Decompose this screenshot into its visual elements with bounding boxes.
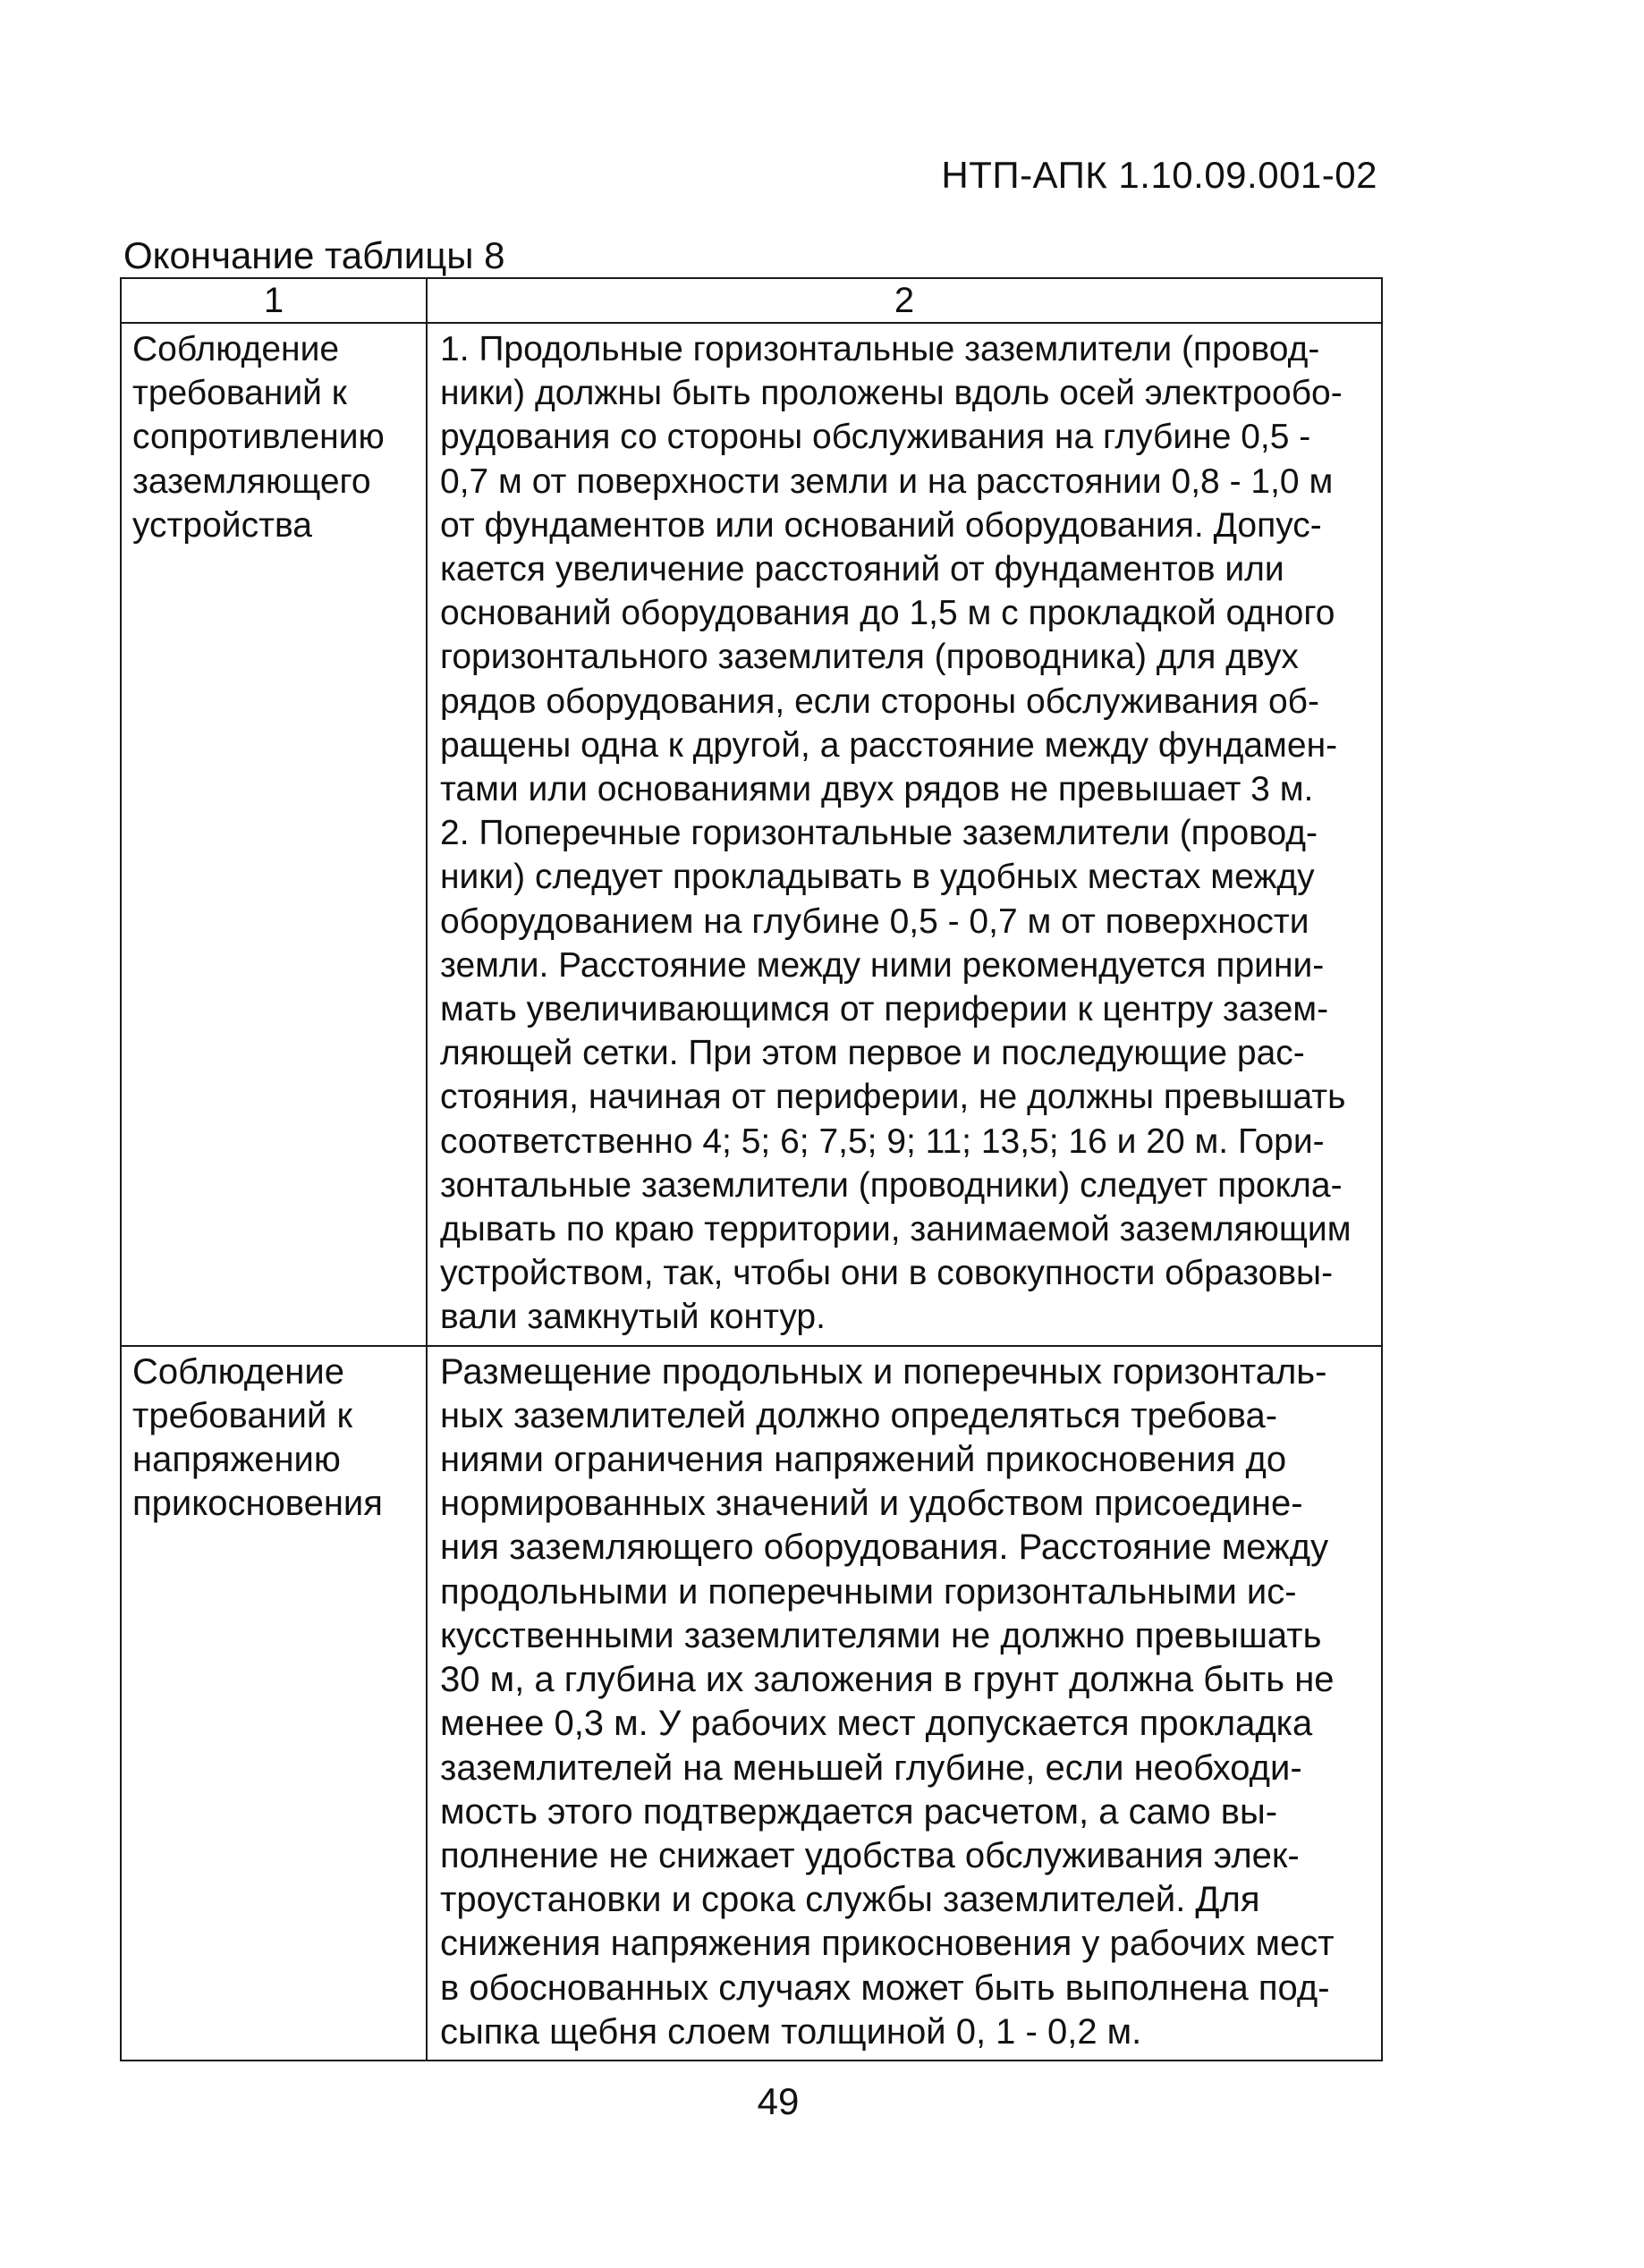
parameter-line: Соблюдение (132, 330, 340, 368)
text-line: 30 м, а глубина их заложения в грунт должна быть не (440, 1660, 1335, 1700)
text-line: в обоснованных случаях может быть выполнена под- (440, 1968, 1330, 2008)
text-line: продольными и поперечными горизонтальными ис- (440, 1571, 1297, 1612)
text-line: дывать по краю территории, занимаемой заземляющим (440, 1210, 1352, 1249)
text-line: ники) должны быть проложены вдоль осей электрообо- (440, 374, 1343, 413)
text-line: оснований оборудования до 1,5 м с прокладкой одного (440, 594, 1335, 633)
column-header-1: 1 (121, 278, 427, 323)
text-line: заземлителей на меньшей глубине, если необходи- (440, 1748, 1302, 1788)
text-line: ращены одна к другой, а расстояние между фундамен- (440, 725, 1338, 765)
parameter-cell (121, 1346, 427, 2061)
page-number: 49 (757, 2080, 800, 2122)
document-code: НТП-АПК 1.10.09.001-02 (941, 154, 1377, 196)
text-line: ных заземлителей должно определяться требова- (440, 1395, 1278, 1435)
text-line: оборудованием на глубине 0,5 - 0,7 м от поверхности (440, 901, 1309, 941)
text-line: горизонтального заземлителя (проводника) для двух (440, 638, 1299, 677)
column-header-2: 2 (427, 278, 1382, 323)
text-line: кается увеличение расстояний от фундаментов или (440, 550, 1284, 589)
table-row (121, 1346, 1382, 2061)
text-line: устройством, так, чтобы они в совокупности образовы- (440, 1254, 1334, 1293)
text-line: кусственными заземлителями не должно превышать (440, 1615, 1322, 1655)
text-line: ники) следует прокладывать в удобных местах между (440, 858, 1315, 897)
table-caption: Окончание таблицы 8 (123, 234, 505, 276)
parameter-line: сопротивлению (132, 418, 385, 457)
parameter-line: Соблюдение (132, 1351, 344, 1392)
text-line: 0,7 м от поверхности земли и на расстоянии 0,8 - 1,0 м (440, 461, 1334, 501)
parameter-line: напряжению (132, 1440, 341, 1480)
text-line: мать увеличивающимся от периферии к центру зазем- (440, 990, 1329, 1029)
text-line: земли. Расстояние между ними рекомендуется прини- (440, 945, 1325, 985)
parameter-line: требований к (132, 1395, 352, 1435)
text-line: троустановки и срока службы заземлителей. Для (440, 1880, 1260, 1920)
parameter-line: заземляющего (132, 461, 371, 501)
text-line: сыпка щебня слоем толщиной 0, 1 - 0,2 м. (440, 2011, 1142, 2052)
text-line: 1. Продольные горизонтальные заземлители (провод- (440, 330, 1320, 368)
text-line: ниями ограничения напряжений прикосновения до (440, 1440, 1287, 1480)
text-line: полнение не снижает удобства обслуживания элек- (440, 1835, 1300, 1875)
text-line: ляющей сетки. При этом первое и последующие рас- (440, 1034, 1305, 1073)
parameter-line: требований к (132, 374, 347, 413)
text-line: 2. Поперечные горизонтальные заземлители (провод- (440, 814, 1318, 853)
text-line: от фундаментов или оснований оборудования. Допус- (440, 505, 1322, 545)
text-line: нормированных значений и удобством присоедине- (440, 1484, 1303, 1524)
text-line: мость этого подтверждается расчетом, а само вы- (440, 1791, 1278, 1832)
text-line: тами или основаниями двух рядов не превышает 3 м. (440, 770, 1314, 809)
text-line: рядов оборудования, если стороны обслуживания об- (440, 681, 1319, 721)
table-row (121, 323, 1382, 1346)
text-line: рудования со стороны обслуживания на глубине 0,5 - (440, 418, 1311, 457)
text-line: зонтальные заземлители (проводники) следует прокла- (440, 1165, 1343, 1205)
table-header-row (121, 278, 1382, 323)
text-line: вали замкнутый контур. (440, 1298, 826, 1337)
text-line: стояния, начиная от периферии, не должны превышать (440, 1078, 1346, 1117)
text-line: снижения напряжения прикосновения у рабочих мест (440, 1924, 1335, 1964)
requirement-text-cell (427, 323, 1382, 1346)
text-line: Размещение продольных и поперечных горизонталь- (440, 1351, 1327, 1392)
text-line: менее 0,3 м. У рабочих мест допускается прокладка (440, 1704, 1313, 1744)
text-line: соответственно 4; 5; 6; 7,5; 9; 11; 13,5; 16 и 20 м. Гори- (440, 1121, 1325, 1161)
parameter-cell (121, 323, 427, 1346)
requirements-table (120, 277, 1383, 2061)
parameter-line: устройства (132, 505, 312, 545)
parameter-line: прикосновения (132, 1484, 383, 1524)
text-line: ния заземляющего оборудования. Расстояние между (440, 1528, 1329, 1568)
requirement-text-cell (427, 1346, 1382, 2061)
